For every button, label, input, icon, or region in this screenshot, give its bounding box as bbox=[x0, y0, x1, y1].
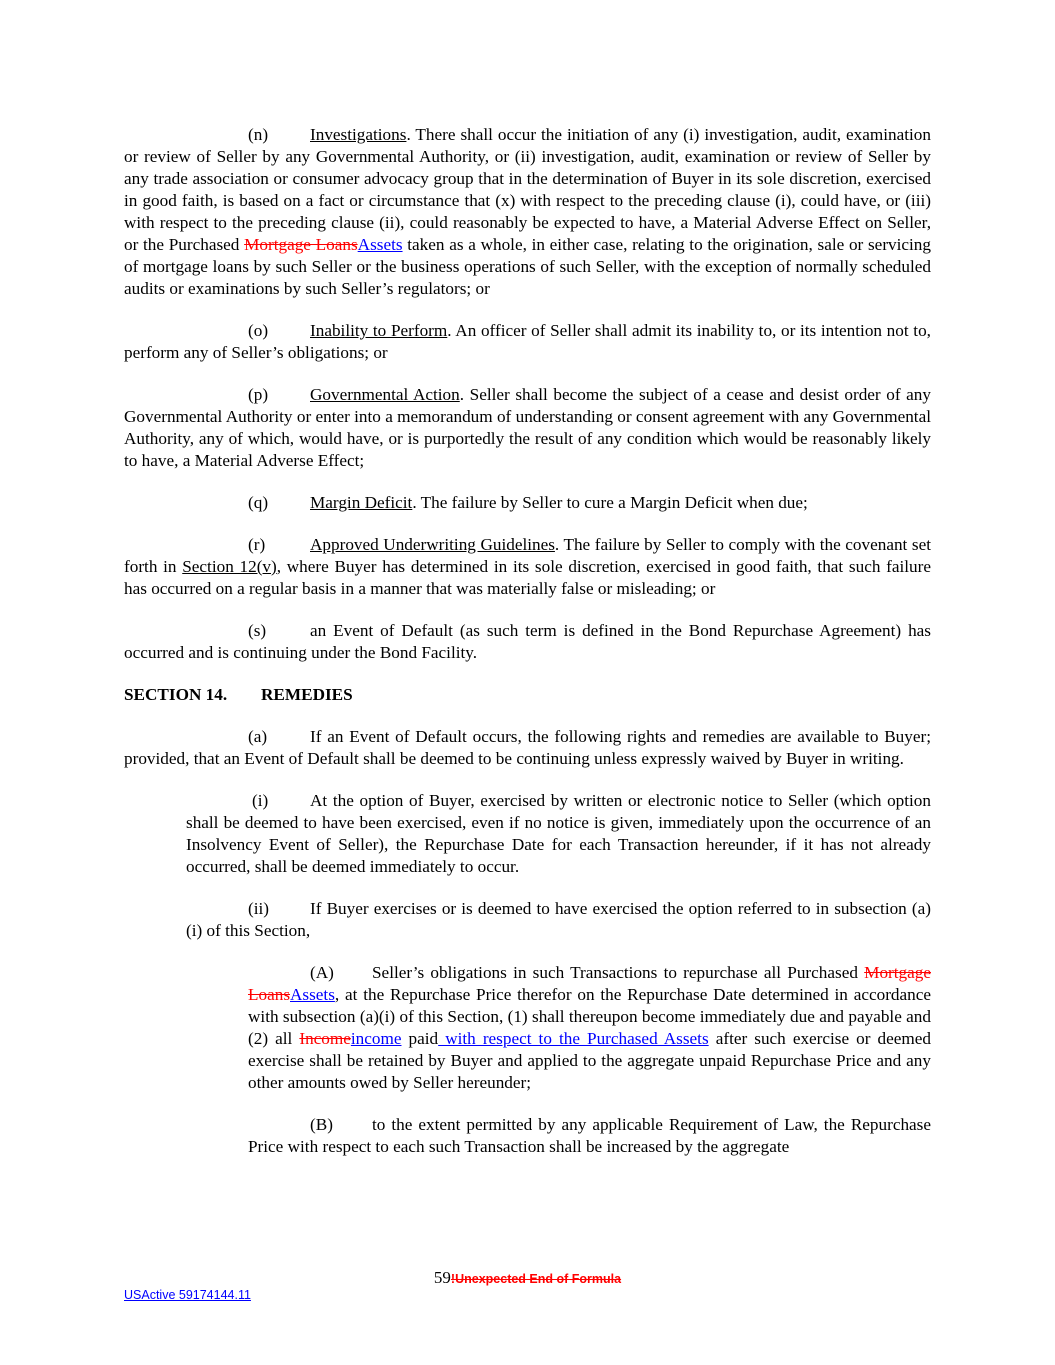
page-number: 59 bbox=[433, 1268, 451, 1287]
page-footer bbox=[0, 1268, 1055, 1288]
section-title: REMEDIES bbox=[261, 685, 353, 704]
document-id: USActive 59174144.11 bbox=[124, 1288, 251, 1302]
clause-text: . The failure by Seller to comply with the covenant set forth in bbox=[124, 535, 931, 576]
subclause-i bbox=[186, 790, 931, 878]
inserted-text: income bbox=[350, 1029, 402, 1048]
clause-text: If an Event of Default occurs, the following rights and remedies are available to Buyer; provided, that an Event of Default shall be deemed to be continuing unless expressly waived by Buyer in writing. bbox=[124, 727, 931, 768]
clause-title: Inability to Perform bbox=[310, 321, 448, 340]
clause-text: If Buyer exercises or is deemed to have exercised the option referred to in subsection (a)(i) of this Section, bbox=[186, 899, 931, 940]
subclause-B bbox=[248, 1114, 931, 1158]
clause-p bbox=[124, 384, 931, 472]
clause-text: . The failure by Seller to cure a Margin Deficit when due; bbox=[412, 493, 808, 512]
clause-r bbox=[124, 534, 931, 600]
clause-text: . An officer of Seller shall admit its inability to, or its intention not to, perform any of Seller’s obligations; or bbox=[124, 321, 931, 362]
section-heading bbox=[124, 684, 931, 706]
clause-label: (q) bbox=[248, 493, 269, 512]
clause-label: (s) bbox=[248, 621, 267, 640]
section-number: SECTION 14. bbox=[124, 685, 228, 704]
subclause-B-block bbox=[248, 1114, 931, 1158]
clause-text: taken as a whole, in either case, relating to the origination, sale or servicing of mortgage loans by such Seller or the business operations of such Seller, with the exception of normally scheduled audits or examinations by such Seller’s regulators; or bbox=[124, 235, 931, 298]
clause-text: , at the Repurchase Price therefor on the Repurchase Date determined in accordance with subsection (a)(i) of this Section, (1) shall thereupon become immediately due and payable and (2) all bbox=[248, 985, 931, 1048]
deleted-text: Mortgage Loans bbox=[248, 963, 931, 1004]
clause-label: (i) bbox=[252, 791, 269, 810]
clause-title: Approved Underwriting Guidelines bbox=[310, 535, 555, 554]
subclause-ii bbox=[186, 898, 931, 942]
subclause-ii-block bbox=[186, 898, 931, 942]
clause-a bbox=[124, 726, 931, 770]
subclause-A bbox=[248, 962, 931, 1094]
clause-title: Governmental Action bbox=[310, 385, 460, 404]
clause-text: paid bbox=[401, 1029, 439, 1048]
document-body bbox=[124, 124, 931, 1158]
subclause-A-block bbox=[248, 962, 931, 1094]
clause-label: (B) bbox=[310, 1115, 333, 1134]
clause-text: . Seller shall become the subject of a cease and desist order of any Governmental Authority or enter into a memorandum of understanding or consent agreement with any Governmental Authority, any of which, would have, or is purportedly the result of any condition which would be reasonably likely to have, a Material Adverse Effect; bbox=[124, 385, 931, 470]
clause-o bbox=[124, 320, 931, 364]
inserted-text: Assets bbox=[290, 985, 335, 1004]
clause-text: an Event of Default (as such term is defined in the Bond Repurchase Agreement) has occurred and is continuing under the Bond Facility. bbox=[124, 621, 931, 662]
deleted-text: Mortgage Loans bbox=[244, 235, 358, 254]
inserted-text: with respect to the Purchased Assets bbox=[438, 1029, 709, 1048]
clause-text: Seller’s obligations in such Transactions to repurchase all Purchased bbox=[372, 963, 865, 982]
clause-q bbox=[124, 492, 931, 514]
clause-text: to the extent permitted by any applicable Requirement of Law, the Repurchase Price with respect to each such Transaction shall be increased by the aggregate bbox=[248, 1115, 931, 1156]
clause-label: (r) bbox=[248, 535, 266, 554]
clause-title: Margin Deficit bbox=[310, 493, 413, 512]
clause-label: (ii) bbox=[248, 899, 269, 918]
deleted-text: Income bbox=[299, 1029, 351, 1048]
clause-label: (n) bbox=[248, 125, 269, 144]
field-error-text: !Unexpected End of Formula bbox=[450, 1272, 622, 1286]
clause-s bbox=[124, 620, 931, 664]
clause-text: . There shall occur the initiation of any (i) investigation, audit, examination or review of Seller by any Governmental Authority, or (ii) investigation, audit, examination or review of Seller by any trade association or consumer advocacy group that in the determination of Buyer in its sole discretion, exercised in good faith, is based on a fact or circumstance that (x) with respect to the preceding clause (i), could have, or (iii) with respect to the preceding clause (ii), could reasonably be expected to have, a Material Adverse Effect on Seller, or the Purchased bbox=[124, 125, 931, 254]
clause-label: (A) bbox=[310, 963, 334, 982]
clause-text: , where Buyer has determined in its sole discretion, exercised in good faith, that such failure has occurred on a regular basis in a manner that was materially false or misleading; or bbox=[124, 557, 931, 598]
clause-label: (p) bbox=[248, 385, 269, 404]
clause-text: At the option of Buyer, exercised by written or electronic notice to Seller (which option shall be deemed to have been exercised, even if no notice is given, immediately upon the occurrence of an Insolvency Event of Seller), the Repurchase Date for each Transaction hereunder, if it has not already occurred, shall be deemed immediately to occur. bbox=[186, 791, 931, 876]
clause-title: Investigations bbox=[310, 125, 407, 144]
clause-n bbox=[124, 124, 931, 300]
inserted-text: Assets bbox=[357, 235, 403, 254]
section-reference: Section 12(v) bbox=[182, 557, 277, 576]
clause-label: (o) bbox=[248, 321, 269, 340]
clause-label: (a) bbox=[248, 727, 268, 746]
subclause-i-block bbox=[186, 790, 931, 878]
clause-text: after such exercise or deemed exercise shall be retained by Buyer and applied to the aggregate unpaid Repurchase Price and any other amounts owed by Seller hereunder; bbox=[248, 1029, 931, 1092]
